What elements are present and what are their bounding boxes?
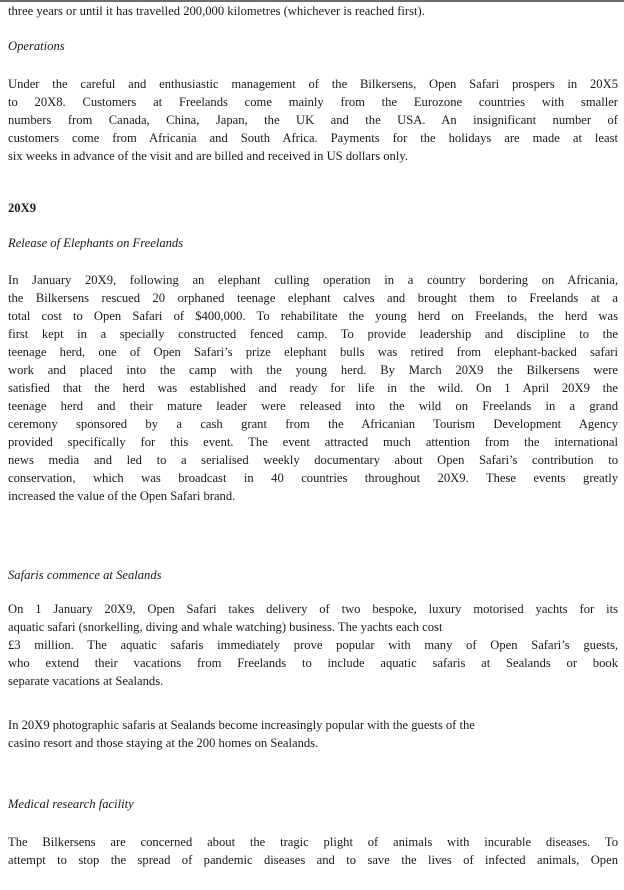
elephants-line: provided specifically for this event. The event attracted much attention from the international (8, 435, 618, 449)
operations-line: customers come from Africania and South Africa. Payments for the holidays are made at least (8, 131, 618, 145)
opening-line: three years or until it has travelled 200,000 kilometres (whichever is reached first). (8, 4, 425, 18)
sealands-line: who extend their vacations from Freelands to include aquatic safaris at Sealands or book (8, 656, 618, 670)
medical-heading: Medical research facility (8, 797, 134, 811)
sealands-line: On 1 January 20X9, Open Safari takes delivery of two bespoke, luxury motorised yachts for its (8, 602, 618, 616)
operations-line: Under the careful and enthusiastic management of the Bilkersens, Open Safari prospers in 20X5 (8, 77, 618, 91)
operations-heading: Operations (8, 39, 65, 53)
sealands-line: aquatic safari (snorkelling, diving and whale watching) business. The yachts each cost (8, 620, 443, 634)
elephants-line: increased the value of the Open Safari brand. (8, 489, 236, 503)
top-divider (0, 0, 624, 2)
sealands-heading: Safaris commence at Sealands (8, 568, 162, 582)
elephants-line: the Bilkersens rescued 20 orphaned teenage elephant calves and brought them to Freelands at a (8, 291, 618, 305)
medical-line: The Bilkersens are concerned about the tragic plight of animals with incurable diseases. To (8, 835, 618, 849)
operations-line: numbers from Canada, China, Japan, the UK and the USA. An insignificant number of (8, 113, 618, 127)
elephants-line: ceremony sponsored by a cash grant from the Africanian Tourism Development Agency (8, 417, 618, 431)
elephants-line: work and placed into the camp with the young herd. By March 20X9 the Bilkersens were (8, 363, 618, 377)
sealands-line: £3 million. The aquatic safaris immediately prove popular with many of Open Safari’s guests, (8, 638, 618, 652)
elephants-heading: Release of Elephants on Freelands (8, 236, 184, 250)
elephants-line: teenage herd and their mature leader were released into the wild on Freelands in a grand (8, 399, 618, 413)
sealands-line: separate vacations at Sealands. (8, 674, 164, 688)
elephants-line: news media and led to a serialised weekly documentary about Open Safari’s contribution to (8, 453, 618, 467)
elephants-line: satisfied that the herd was established and ready for life in the wild. On 1 April 20X9 the (8, 381, 618, 395)
operations-line: to 20X8. Customers at Freelands come mainly from the Eurozone countries with smaller (8, 95, 618, 109)
medical-line: attempt to stop the spread of pandemic diseases and to save the lives of infected animals, Open (8, 853, 618, 867)
elephants-line: total cost to Open Safari of $400,000. To rehabilitate the young herd on Freelands, the herd was (8, 309, 618, 323)
year-heading: 20X9 (8, 201, 36, 215)
elephants-line: teenage herd, one of Open Safari’s prize elephant bulls was retired from elephant-backed safari (8, 345, 618, 359)
elephants-line: In January 20X9, following an elephant culling operation in a country bordering on Africania, (8, 273, 618, 287)
elephants-line: conservation, which was broadcast in 40 countries throughout 20X9. These events greatly (8, 471, 618, 485)
photo-safaris-line: casino resort and those staying at the 200 homes on Sealands. (8, 736, 319, 750)
elephants-line: first kept in a specially constructed fenced camp. To provide leadership and discipline to the (8, 327, 618, 341)
operations-line: six weeks in advance of the visit and are billed and received in US dollars only. (8, 149, 408, 163)
photo-safaris-line: In 20X9 photographic safaris at Sealands become increasingly popular with the guests of the (8, 718, 475, 732)
